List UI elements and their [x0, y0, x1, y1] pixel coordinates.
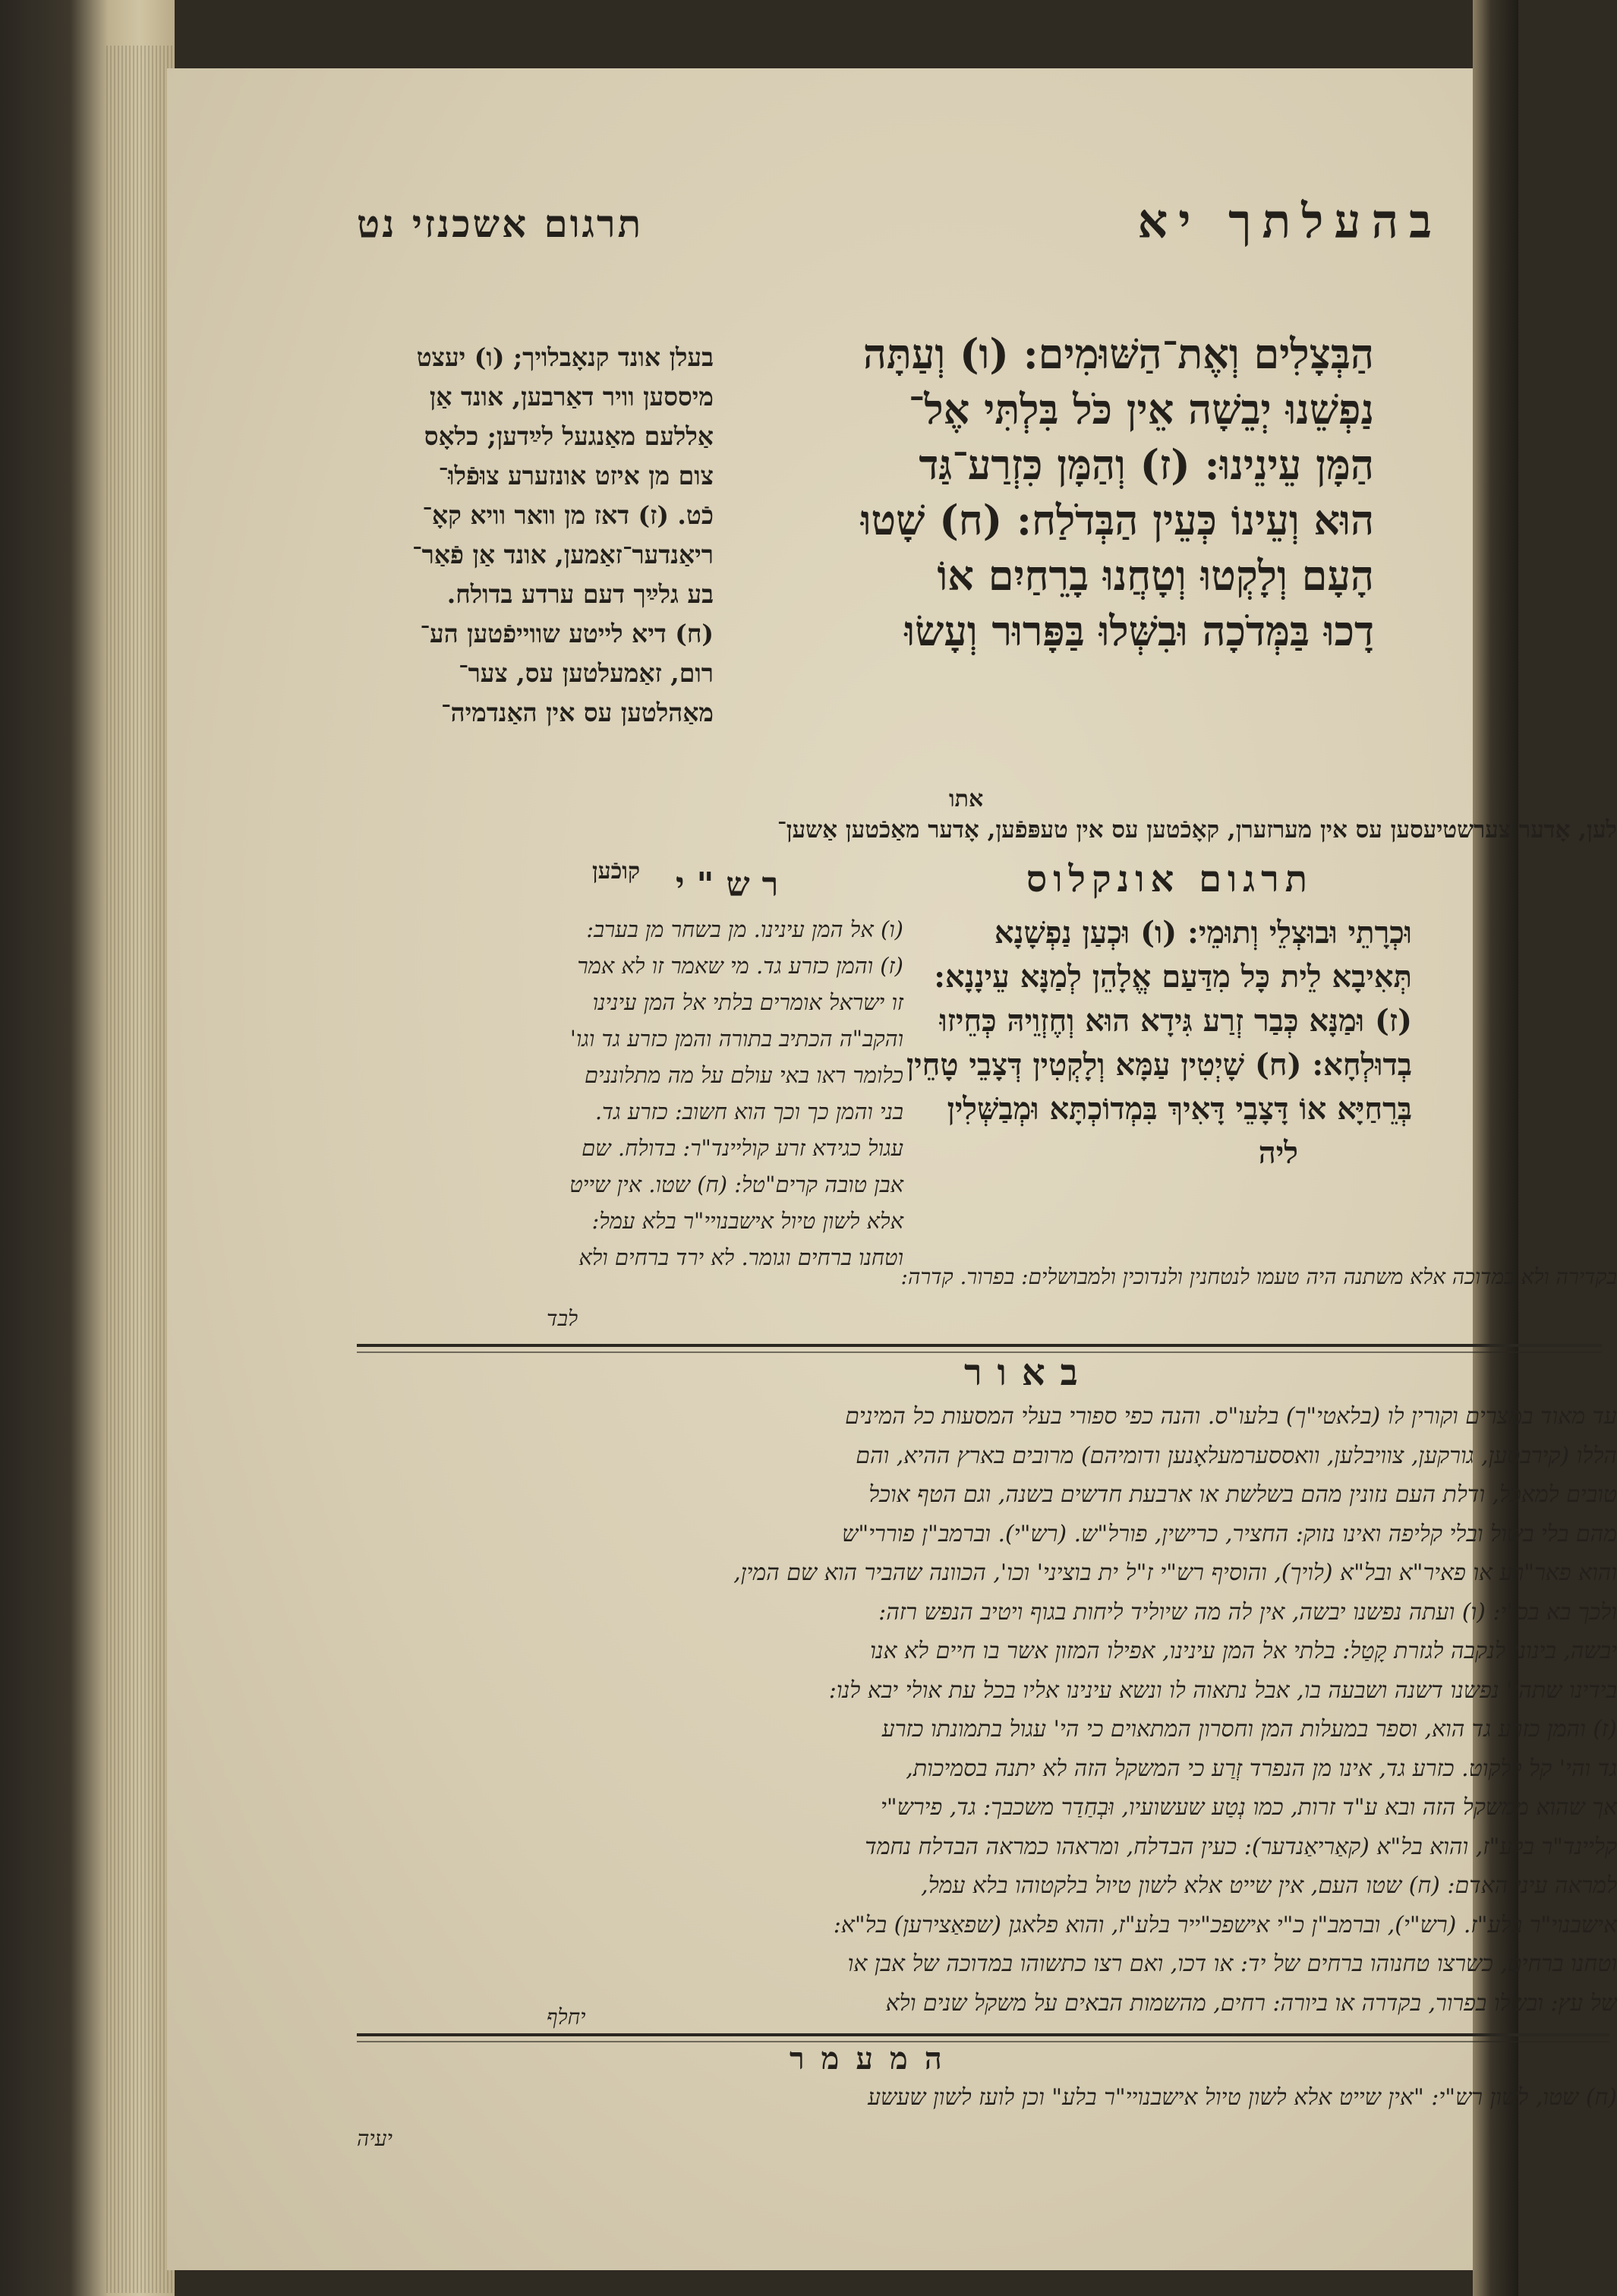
yiddish-line: מיססען וויר דאַרבען, אונד אַן — [429, 382, 714, 412]
book-page — [167, 68, 1617, 2270]
yiddish-line: ריאַנדער־זאַמען, אונד אַן פֿאַר־ — [412, 540, 714, 569]
biur-title: באור — [964, 1351, 1093, 1394]
main-text-line: הַמָּן עֵינֵינוּ: (ז) וְהַמָּן כִּזְרַע־גַּד — [919, 440, 1374, 489]
section-divider-thin — [357, 2041, 1609, 2042]
onkelos-line: בְּרֵחַיָּא אוֹ דָּצָבֵי דָּאִיךְ בִּמְדוֹכְתָּא וּמְבַשְּׁלִין — [947, 1091, 1412, 1127]
rashi-line: (ז) והמן כזרע גד. מי שאמר זו לא אמר — [577, 953, 903, 979]
hameamar-text: (ח) שטו, לשון רש"י: "אין שייט אלא לשון טיול אישבנויי"ר בלע" וכן לועז לשון שעשע — [868, 2084, 1617, 2111]
yiddish-line: בע גלײַך דעם ערדע בדולח. — [446, 579, 714, 609]
rashi-line: אלא לשון טיול אישבנויי"ר בלא עמל: — [591, 1208, 903, 1234]
rashi-line: עגול כגידא זרע קוליינד"ר: בדולח. שם — [582, 1135, 903, 1161]
main-catchword: אתו — [949, 786, 984, 812]
yiddish-line: מאַהלטען עס אין האַנדמיה־ — [441, 698, 714, 727]
biur-line: (ז) והמן כזרע גד הוא, וספר במעלות המן וחסרון המתאוים כי הי' עגול בתמונתו כזרע — [881, 1716, 1617, 1742]
biur-line: אישבנוי"ר בלע"ז. (רש"י), וברמב"ן כ"י אישפכ"ייר בלע"ז, והוא פלאגן (שפאַצירען) בל"א: — [833, 1911, 1617, 1938]
targum-ashkenazi-header: תרגום אשכנזי נט — [357, 201, 644, 246]
rashi-catchword: לבד — [547, 1306, 578, 1331]
running-header — [357, 194, 1442, 277]
biur-line: למראה עיני האדם: (ח) שטו העם, אין שייט אלא לשון טיול בלקטוהו בלא עמל, — [921, 1872, 1617, 1899]
rashi-line: כלומר ראו באי עולם על מה מתלוננים — [584, 1062, 903, 1088]
biur-line: יבשה, בינוני לנקבה לגזרת קָטַל: בלתי אל המן עינינו, אפילו המזון אשר בו חיים לא אנו — [870, 1638, 1617, 1664]
section-divider — [357, 1344, 1602, 1347]
rashi-full-line: בקדירה ולא במדוכה אלא משתנה היה טעמו לנטחנין ולנדוכין ולמבושלים: בפרור. קדרה: — [900, 1264, 1617, 1289]
biur-line: הללו (קירבסען, גורקען, צוויבלען, וואססערמעלאָנען ודומיהם) מרובים בארץ ההיא, והם — [856, 1442, 1617, 1469]
yiddish-line: בעלן אונד קנאָבלויך; (ו) יעצט — [416, 342, 714, 372]
yiddish-line: צום מן איזט אונזערע צוּפֿלוּ־ — [438, 461, 714, 490]
main-text-line: דָכוּ בַּמְּדֹכָה וּבִשְּׁלוּ בַּפָּרוּר וְעָשׂוּ — [904, 607, 1374, 655]
yiddish-line: כֿט. (ז) דאז מן וואר וויא קאָ־ — [422, 500, 714, 530]
onkelos-title: תרגום אונקלוס — [1026, 858, 1313, 900]
biur-text — [357, 1397, 1617, 2023]
parasha-header: בהעלתך יא — [1137, 194, 1442, 249]
onkelos-catchword: ליה — [1258, 1135, 1298, 1171]
yiddish-line: אַללעם מאַנגעל לײַדען; כלאָס — [424, 421, 714, 451]
hameamar-title: המעמר — [790, 2041, 959, 2077]
onkelos-line: בְדוּלְחָא: (ח) שָׁיְטִין עַמָּא וְלָקְטִין דְּצָבֵי טָחֵין — [906, 1047, 1412, 1083]
biur-line: טובים למאכל, ודלת העם נזונין מהם בשלשת או ארבעת חדשים בשנה, וגם הטף אוכל — [868, 1481, 1617, 1508]
hameamar-catchword: יעיה — [357, 2126, 392, 2151]
rashi-line: והקב"ה הכתיב בתורה והמן כזרע גד וגו' — [569, 1026, 903, 1052]
main-text-line: הַבְּצָלִים וְאֶת־הַשּׁוּמִים: (ו) וְעַתָּה — [862, 330, 1374, 378]
biur-line: של עץ: ובשלו בפרור, בקדרה או ביורה: רחים, מהשמות הבאים על משקל שנים ולא — [885, 1989, 1617, 2017]
main-text-line: הָעָם וְלָקְטוּ וְטָחֲנוּ בָרֵחַיִם אוֹ — [937, 551, 1374, 600]
rashi-title: רש"י — [676, 866, 791, 904]
biur-line: ולכך בא בכ"י: (ו) ועתה נפשנו יבשה, אין לה מה שיוליד ליחות בגוף ויטיב הנפש רזה: — [878, 1598, 1617, 1626]
yiddish-translation — [357, 338, 714, 733]
biur-line: אך שהוא ממשקל הזה ובא ע"ד זרות, כמו נְטַע שעשועיו, וּבְחַדַר משכבך: גד, פירש"י — [880, 1794, 1617, 1821]
biur-line: גד והי' קל ללקוט. כזרע גד, אינו מן הנפרד זְרַע כי המשקל הזה לא יתנה בסמיכות, — [906, 1755, 1617, 1782]
main-text-line: הוּא וְעֵינוֹ כְּעֵין הַבְּדֹלַח: (ח) שָׁטוּ — [860, 496, 1374, 544]
yiddish-continuation: לען, אָדער צערשטיעסען עס אין מערזערן, קאָכֿטען עס אין טעפּפֿען, אָדער מאַכֿטען אַשען־ — [777, 816, 1617, 844]
yiddish-line: (ח) דיא לייטע שווייפֿטען הע־ — [420, 619, 714, 648]
biur-line: והוא פאר"רע או פאיר"א ובל"א (לויך), והוסיף רש"י ז"ל ית בוציני' וכו', הכוונה שהביר הוא שם המין, — [733, 1560, 1617, 1586]
yiddish-catchword: קוכֿען — [592, 858, 641, 885]
rashi-line: זו ישראל אומרים בלתי אל המן עינינו — [592, 989, 903, 1015]
onkelos-line: תְּאִיבָא לֵית כָּל מִדַּעַם אֱלָהֵן לְמַנָּא עֵינָנָא: — [934, 959, 1412, 995]
page-edges — [106, 46, 175, 2293]
rashi-line: וטחנו ברחים וגומר. לא ירד ברחים ולא — [578, 1244, 903, 1270]
rashi-line: בני והמן כך וכך הוא חשוב: כזרע גד. — [594, 1099, 903, 1124]
biur-line: קליינד"ר בלע"ז, והוא בל"א (קאַריאַנדער): כעין הבדלח, ומראהו כמראה הבדלח נחמד — [865, 1833, 1617, 1860]
biur-line: מהם בלי בשול ובלי קליפה ואינו נזוק: החציר, כרישין, פורל"ש. (רש"י). וברמב"ן פוררי"ש — [842, 1520, 1617, 1547]
onkelos-line: וּכְרָתֵי וּבוּצְלֵי וְתוּמֵי: (ו) וּכְעַן נַפְשָׁנָא — [994, 915, 1412, 951]
main-text — [827, 326, 1374, 659]
rashi-line: (ו) אל המן עינינו. מן בשחר מן בערב: — [586, 916, 903, 942]
biur-catchword: יחלף — [547, 2004, 586, 2030]
biur-line: בידינו שתהי' נפשנו דשנה ושבעה בו, אבל נתאוה לו ונשא עינינו אליו בכל עת אולי יבא לנו: — [828, 1676, 1617, 1704]
rashi-text — [357, 911, 903, 1276]
rashi-line: אבן טובה קרים"טל: (ח) שטו. אין שייט — [569, 1172, 903, 1197]
onkelos-line: (ז) וּמַנָּא כְּבַר זְרַע גִּידָא הוּא וְחֶזְוֵיהּ כְּחֵיזוּ — [939, 1003, 1412, 1039]
main-text-line: נַפְשֵׁנוּ יְבֵשָׁה אֵין כֹּל בִּלְתִּי אֶל־ — [908, 385, 1374, 434]
yiddish-line: רום, זאַמעלטען עס, צער־ — [458, 658, 714, 688]
biur-line: וטחנו ברחים, כשרצו טחנוהו ברחים של יד: או דכו, ואם רצו כתשוהו במדוכה של אבן או — [847, 1951, 1617, 1977]
biur-line: עד מאוד במצרים וקורין לו (בלאטי"ך) בלעו"ס. והנה כפי ספורי בעלי המסעות כל המינים — [845, 1403, 1617, 1430]
section-divider — [357, 2033, 1609, 2036]
